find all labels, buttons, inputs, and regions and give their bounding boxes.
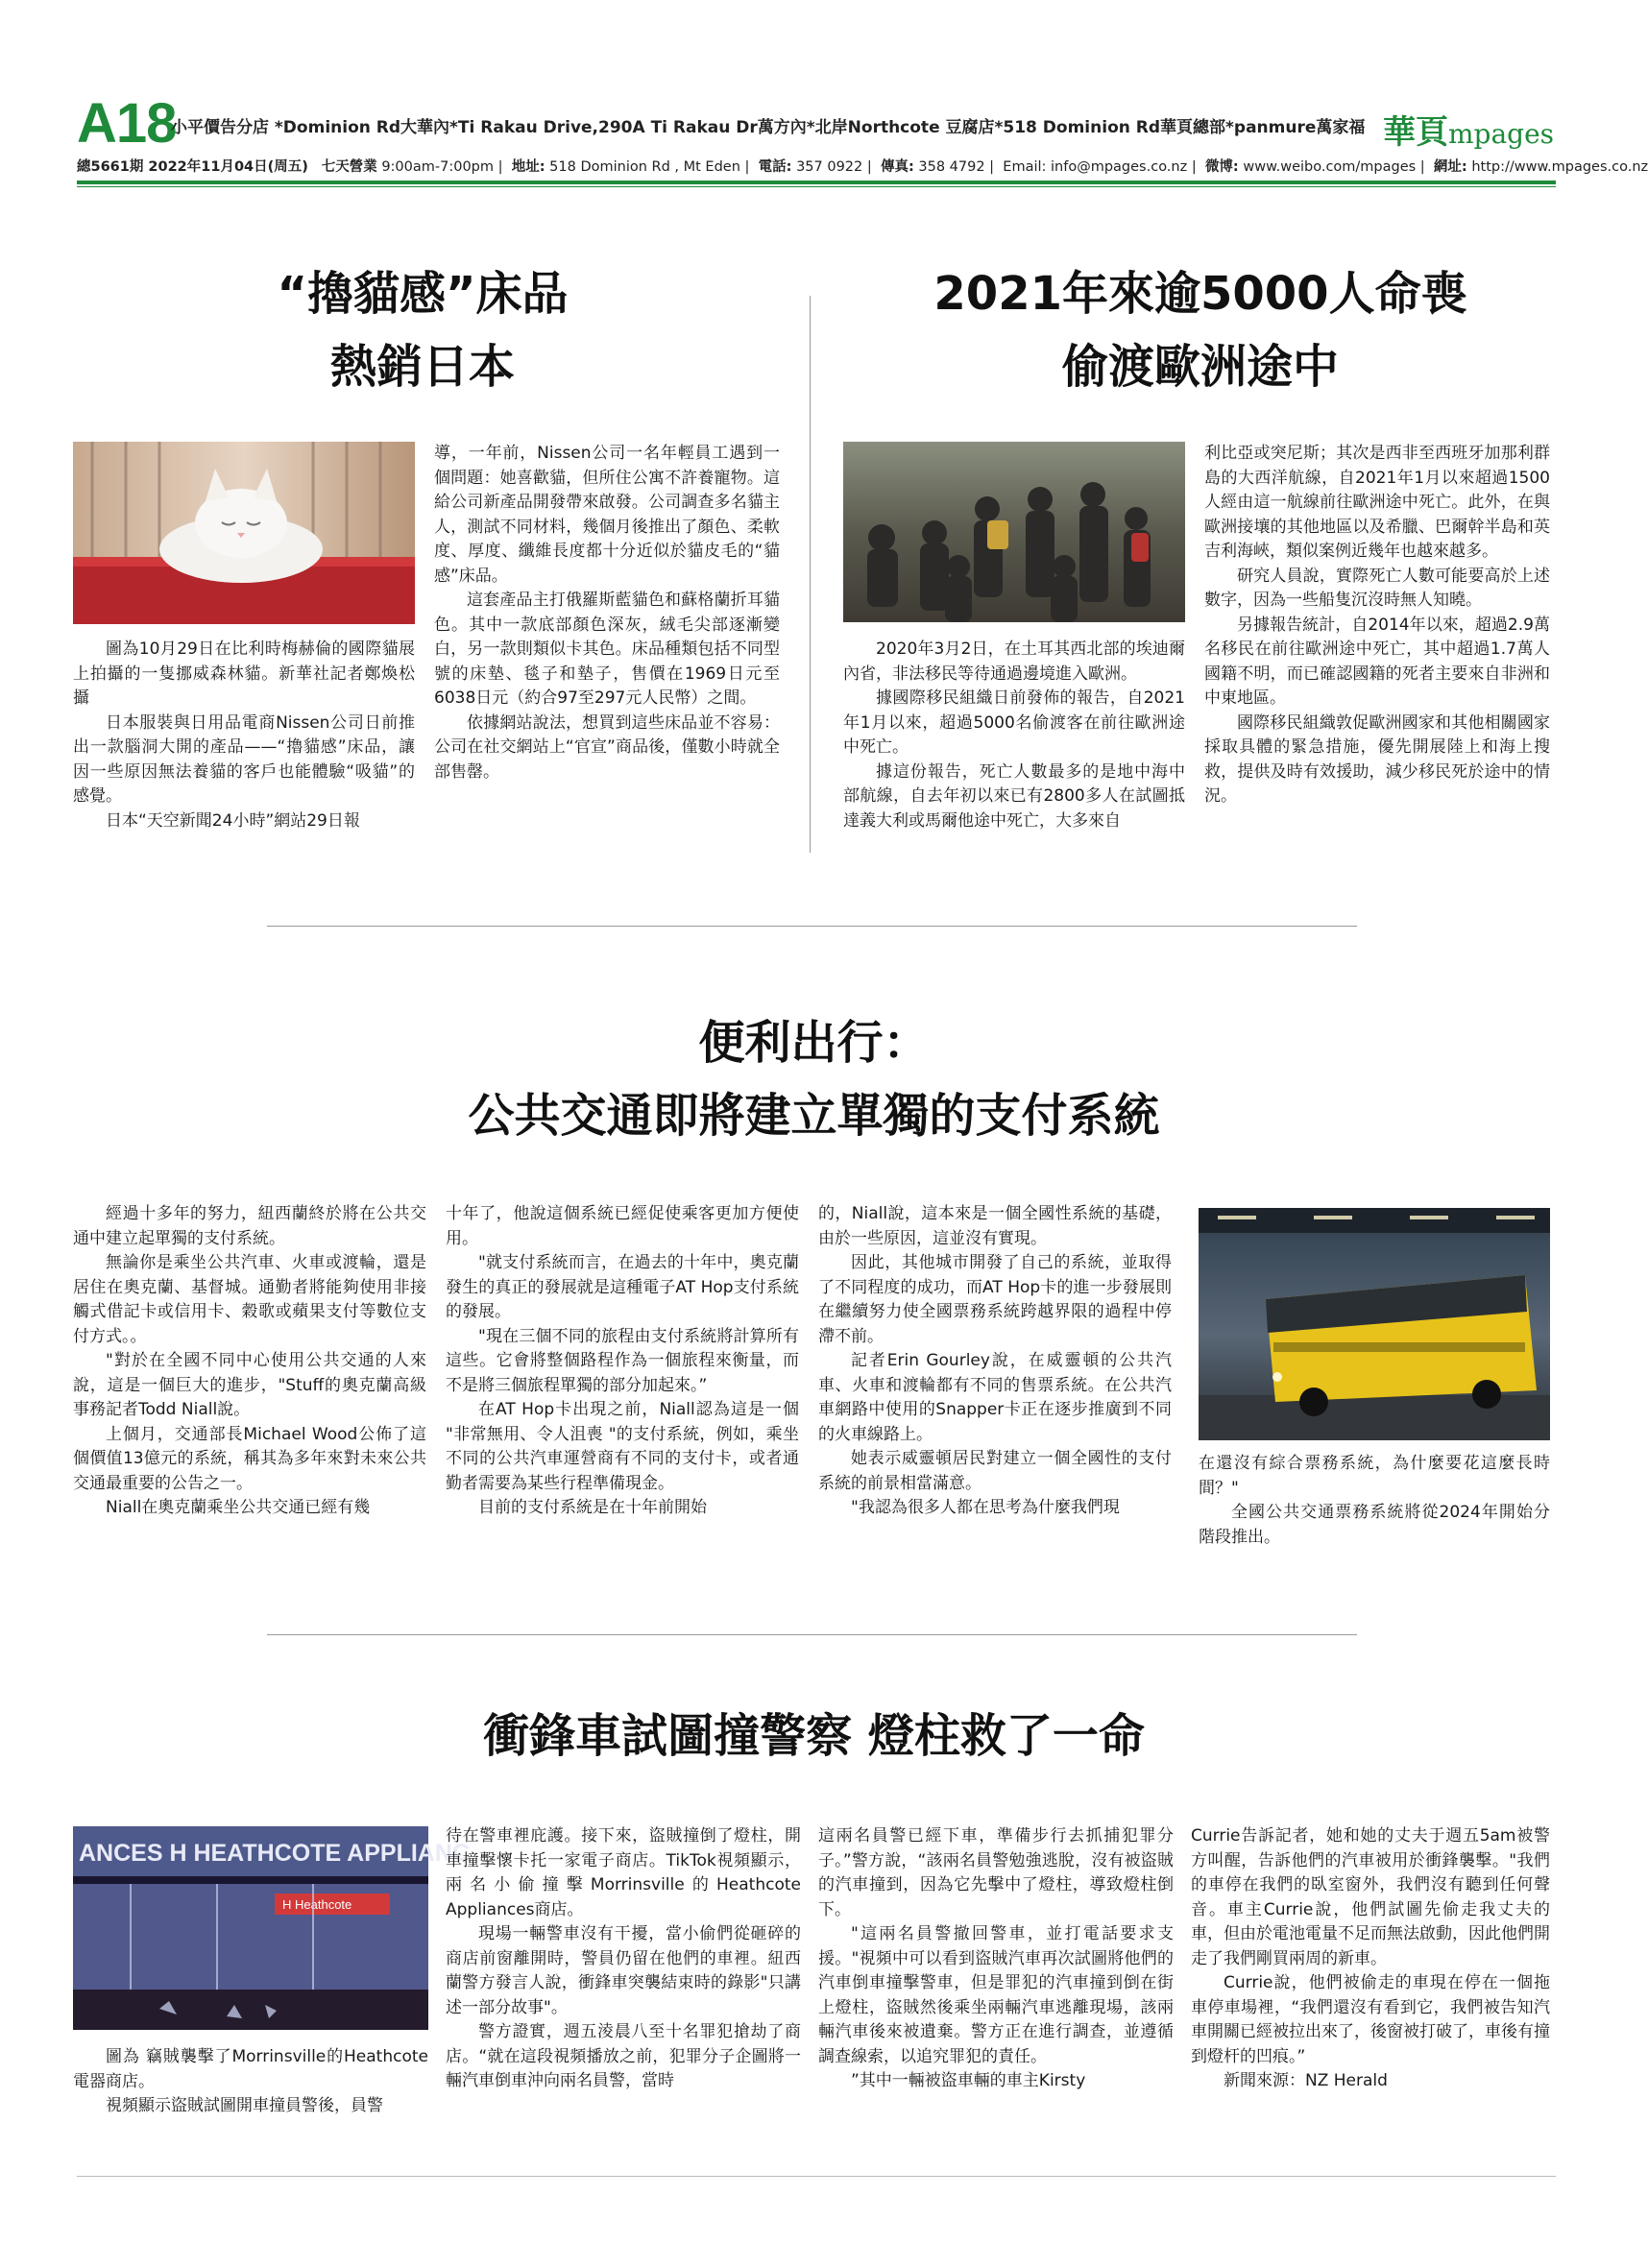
fax: 358 4792	[918, 159, 985, 175]
website[interactable]: http://www.mpages.co.nz	[1471, 159, 1648, 175]
article3-para: 在還沒有綜合票務系統，為什麼要花這麼長時間？"	[1199, 1454, 1550, 1498]
article3-title-line2: 公共交通即將建立單獨的支付系統	[468, 1089, 1160, 1143]
article4-caption: 圖為 竊賊襲擊了Morrinsville的Heathcote電器商店。	[73, 2047, 428, 2091]
article1-title-line1: “擼貓感”床品	[277, 267, 569, 321]
article1-para: 日本“天空新聞24小時”網站29日報	[106, 810, 360, 831]
article3-para: 的，Niall說，這本來是一個全國性系統的基礎，由於一些原因，這並沒有實現。	[818, 1204, 1172, 1248]
article2-title-line1: 2021年來逾5000人命喪	[933, 267, 1467, 321]
cat-photo	[73, 442, 415, 624]
logo-chinese: 華頁	[1383, 113, 1448, 152]
article1-caption-col	[73, 638, 415, 833]
article3-col4	[1199, 1452, 1550, 1550]
article4-headline: 衝鋒車試圖撞警察 燈柱救了一命	[483, 1709, 1145, 1763]
page-number: A18	[77, 92, 177, 155]
article3-para: 她表示威靈頓居民對建立一個全國性的支付系統的前景相當滿意。	[818, 1449, 1172, 1493]
weibo-label: 微博:	[1204, 159, 1239, 175]
branch-list: 小平價告分店 *Dominion Rd大華內*Ti Rakau Drive,290A Ti Rakau Dr萬方內*北岸Northcote 豆腐店*518 Dominion Rd華頁總部*panmure萬家福	[171, 118, 1366, 137]
article1-col2	[434, 442, 780, 784]
article2-para: 據這份報告，死亡人數最多的是地中海中部航線，自去年初以來已有2800多人在試圖抵達義大利或馬爾他途中死亡，大多來自	[843, 761, 1185, 831]
store-sign-small: H Heathcote	[282, 1897, 352, 1912]
article2-col2	[1204, 442, 1550, 809]
article1-para: 這套產品主打俄羅斯藍貓色和蘇格蘭折耳貓色。其中一款底部顏色深灰，絨毛尖部逐漸變白，另一款則類似卡其色。床品種類包括不同型號的床墊、毯子和墊子，售價在1969日元至6038日元（約合97至297元人民幣）之間。	[434, 591, 780, 708]
article2-para: 國際移民組織敦促歐洲國家和其他相關國家採取具體的緊急措施，優先開展陸上和海上搜救，提供及時有效援助，減少移民死於途中的情況。	[1204, 712, 1550, 806]
article4-para: 這兩名員警已經下車，準備步行去抓捕犯罪分子。”警方說，“該兩名員警勉強逃脫，沒有被盜賊的汽車撞到，因為它先擊中了燈柱，導致燈柱倒下。	[818, 1826, 1174, 1919]
article3-para: 經過十多年的努力，紐西蘭終於將在公共交通中建立起單獨的支付系統。	[73, 1204, 426, 1248]
article3-para: 全國公共交通票務系統將從2024年開始分階段推出。	[1199, 1503, 1550, 1547]
article3-col2	[446, 1202, 799, 1521]
section-divider	[267, 1634, 1357, 1635]
article2-para: 據國際移民組織日前發佈的報告，自2021年1月以來，超過5000名偷渡客在前往歐洲途中死亡。	[843, 688, 1185, 757]
article2-para: 另據報告統計，自2014年以來，超過2.9萬名移民在前往歐洲途中死亡，其中超過1.7萬人國籍不明，而已確認國籍的死者主要來自非洲和中東地區。	[1204, 615, 1550, 708]
article3-para: 目前的支付系統是在十年前開始	[478, 1498, 707, 1517]
article3-para: 記者Erin Gourley說，在威靈頓的公共汽車、火車和渡輪都有不同的售票系統。在公共汽車網路中使用的Snapper卡正在逐步推廣到不同的火車線路上。	[818, 1351, 1172, 1444]
hours: 9:00am-7:00pm	[381, 159, 495, 175]
article4-para: 待在警車裡庇護。接下來，盜賊撞倒了燈柱，開車撞擊懷卡托一家電子商店。TikTok視頻顯示，兩名小偷撞擊Morrinsville的Heathcote Appliances商店。	[446, 1826, 801, 1919]
article2-title-line2: 偷渡歐洲途中	[1061, 340, 1339, 394]
article3-para: 十年了，他說這個系統已經促使乘客更加方便使用。	[446, 1204, 799, 1248]
fax-label: 傳真:	[880, 159, 914, 175]
article3-para: 無論你是乘坐公共汽車、火車或渡輪，還是居住在奧克蘭、基督城。通勤者將能夠使用非接觸式借記卡或信用卡、穀歌或蘋果支付等數位支付方式。。	[73, 1253, 426, 1346]
address: 518 Dominion Rd , Mt Eden	[549, 159, 740, 175]
news-source: 新聞來源：NZ Herald	[1224, 2071, 1388, 2090]
article4-para: Currie說，他們被偷走的車現在停在一個拖車停車場裡，“我們還沒有看到它，我們被告知汽車開關已經被拉出來了，後窗被打破了，車後有撞到燈杆的凹痕。”	[1191, 1973, 1550, 2066]
article3-col1	[73, 1202, 426, 1521]
bus-photo	[1199, 1208, 1550, 1440]
migrants-photo	[843, 442, 1185, 622]
article2-col1	[843, 638, 1185, 833]
article4-para: 現場一輛警車沒有干擾，當小偷們從砸碎的商店前窗離開時，警員仍留在他們的車裡。紐西蘭警方發言人說，衝鋒車突襲結束時的錄影"只講述一部分故事"。	[446, 1924, 801, 2017]
article4-col4	[1191, 1824, 1550, 2094]
article2-headline	[864, 257, 1537, 403]
logo-english: mpages	[1448, 118, 1555, 150]
section-divider	[267, 926, 1357, 927]
article1-para: 導，一年前，Nissen公司一名年輕員工遇到一個問題：她喜歡貓，但所住公寓不許養寵物。這給公司新產品開發帶來啟發。公司調查多名貓主人，測試不同材料，幾個月後推出了顏色、柔軟度、厚度、纖維長度都十分近似於貓皮毛的“貓感”床品。	[434, 444, 780, 586]
article1-para: 日本服裝與日用品電商Nissen公司日前推出一款腦洞大開的產品——“擼貓感”床品，讓因一些原因無法養貓的客戶也能體驗“吸貓”的感覺。	[73, 712, 415, 806]
article3-para: "就支付系統而言，在過去的十年中，奧克蘭發生的真正的發展就是這種電子AT Hop支付系統的發展。	[446, 1253, 799, 1321]
article4-para: "這兩名員警撤回警車，並打電話要求支援。"視頻中可以看到盜賊汽車再次試圖將他們的汽車倒車撞擊警車，但是罪犯的汽車撞到倒在街上燈柱，盜賊然後乘坐兩輛汽車逃離現場，該兩輛汽車後來被遺棄。警方正在進行調查，並遵循調查線索，以追究罪犯的責任。	[818, 1924, 1174, 2066]
web-label: 網址:	[1433, 159, 1467, 175]
article2-para: 2020年3月2日，在土耳其西北部的埃迪爾內省，非法移民等待通過邊境進入歐洲。	[843, 639, 1185, 684]
article4-para: ”其中一輛被盜車輛的車主Kirsty	[851, 2071, 1086, 2090]
article3-para: "現在三個不同的旅程由支付系統將計算所有這些。它會將整個路程作為一個旅程來衡量，而不是將三個旅程單獨的部分加起來。”	[446, 1326, 799, 1395]
article4-para: Currie告訴記者，她和她的丈夫于週五5am被警方叫醒，告訴他們的汽車被用於衝鋒襲擊。"我們的車停在我們的臥室窗外，我們沒有聽到任何聲音。車主Currie說，他們試圖先偷走我丈夫的車，但由於電池電量不足而無法啟動，因此他們開走了我們剛買兩周的新車。	[1191, 1826, 1550, 1968]
store-photo	[73, 1826, 470, 2030]
article4-col2	[446, 1824, 801, 2094]
header-rule-thin	[77, 186, 1556, 187]
article1-headline	[192, 257, 653, 403]
article1-para: 依據網站說法，想買到這些床品並不容易：公司在社交網站上“官宣”商品後，僅數小時就全部售罄。	[434, 712, 780, 782]
phone-label: 電話:	[758, 159, 792, 175]
article1-caption: 圖為10月29日在比利時梅赫倫的國際貓展上拍攝的一隻挪威森林貓。新華社記者鄭煥松攝	[73, 639, 415, 708]
article4-col3	[818, 1824, 1174, 2094]
article3-para: 在AT Hop卡出現之前，Niall認為這是一個 "非常無用、令人沮喪 "的支付系統，例如，乘坐不同的公共汽車運營商有不同的支付卡，或者通勤者需要為某些行程準備現金。	[446, 1400, 799, 1493]
phone: 357 0922	[796, 159, 863, 175]
article4-para: 警方證實，週五淩晨八至十名罪犯搶劫了商店。“就在這段視頻播放之前，犯罪分子企圖將一輛汽車倒車沖向兩名員警，當時	[446, 2022, 801, 2090]
store-sign: ANCES H HEATHCOTE APPLIANC	[79, 1840, 470, 1867]
article2-para: 利比亞或突尼斯；其次是西非至西班牙加那利群島的大西洋航線，自2021年1月以來超過1500人經由這一航線前往歐洲途中死亡。此外，在與歐洲接壤的其他地區以及希臘、巴爾幹半島和英吉利海峽，類似案例近幾年也越來越多。	[1204, 444, 1550, 561]
article4-col1	[73, 2045, 428, 2119]
article3-para: 因此，其他城市開發了自己的系統，並取得了不同程度的成功，而AT Hop卡的進一步發展則在繼續努力使全國票務系統跨越界限的過程中停滯不前。	[818, 1253, 1172, 1346]
weibo[interactable]: www.weibo.com/mpages	[1243, 159, 1417, 175]
article3-para: "我認為很多人都在思考為什麼我們現	[851, 1498, 1120, 1517]
info-line: 總5661期 2022年11月04日(周五) 七天營業 9:00am-7:00pm | 地址: 518 Dominion Rd , Mt Eden | 電話: 357 0922 | 傳真: 358 4792 | Email: info@mpages.co.nz | 微博: www.weibo.com/mpages | 網址: http://www.mpages.co.nz	[77, 159, 1648, 175]
article4-para: 視頻顯示盜賊試圖開車撞員警後，員警	[106, 2096, 383, 2115]
mpages-logo	[1383, 106, 1556, 150]
article3-headline	[288, 1006, 1340, 1152]
hours-label: 七天營業	[321, 159, 377, 175]
footer-rule	[77, 2176, 1556, 2177]
article3-para: 上個月，交通部長Michael Wood公佈了這個價值13億元的系統，稱其為多年來對未來公共交通最重要的公告之一。	[73, 1424, 426, 1493]
email[interactable]: Email: info@mpages.co.nz	[1003, 159, 1188, 175]
article1-title-line2: 熱銷日本	[329, 340, 515, 394]
article2-para: 研究人員說，實際死亡人數可能要高於上述數字，因為一些船隻沉沒時無人知曉。	[1204, 566, 1550, 610]
address-label: 地址:	[511, 159, 545, 175]
article3-col3	[818, 1202, 1172, 1521]
issue-info: 總5661期 2022年11月04日(周五)	[77, 159, 308, 175]
article3-para: "對於在全國不同中心使用公共交通的人來說，這是一個巨大的進步，"Stuff的奧克蘭高級事務記者Todd Niall說。	[73, 1351, 426, 1419]
article3-title-line1: 便利出行：	[698, 1016, 930, 1070]
header-rule	[77, 181, 1556, 184]
column-divider	[810, 296, 811, 853]
article3-para: Niall在奧克蘭乘坐公共交通已經有幾	[106, 1498, 371, 1517]
